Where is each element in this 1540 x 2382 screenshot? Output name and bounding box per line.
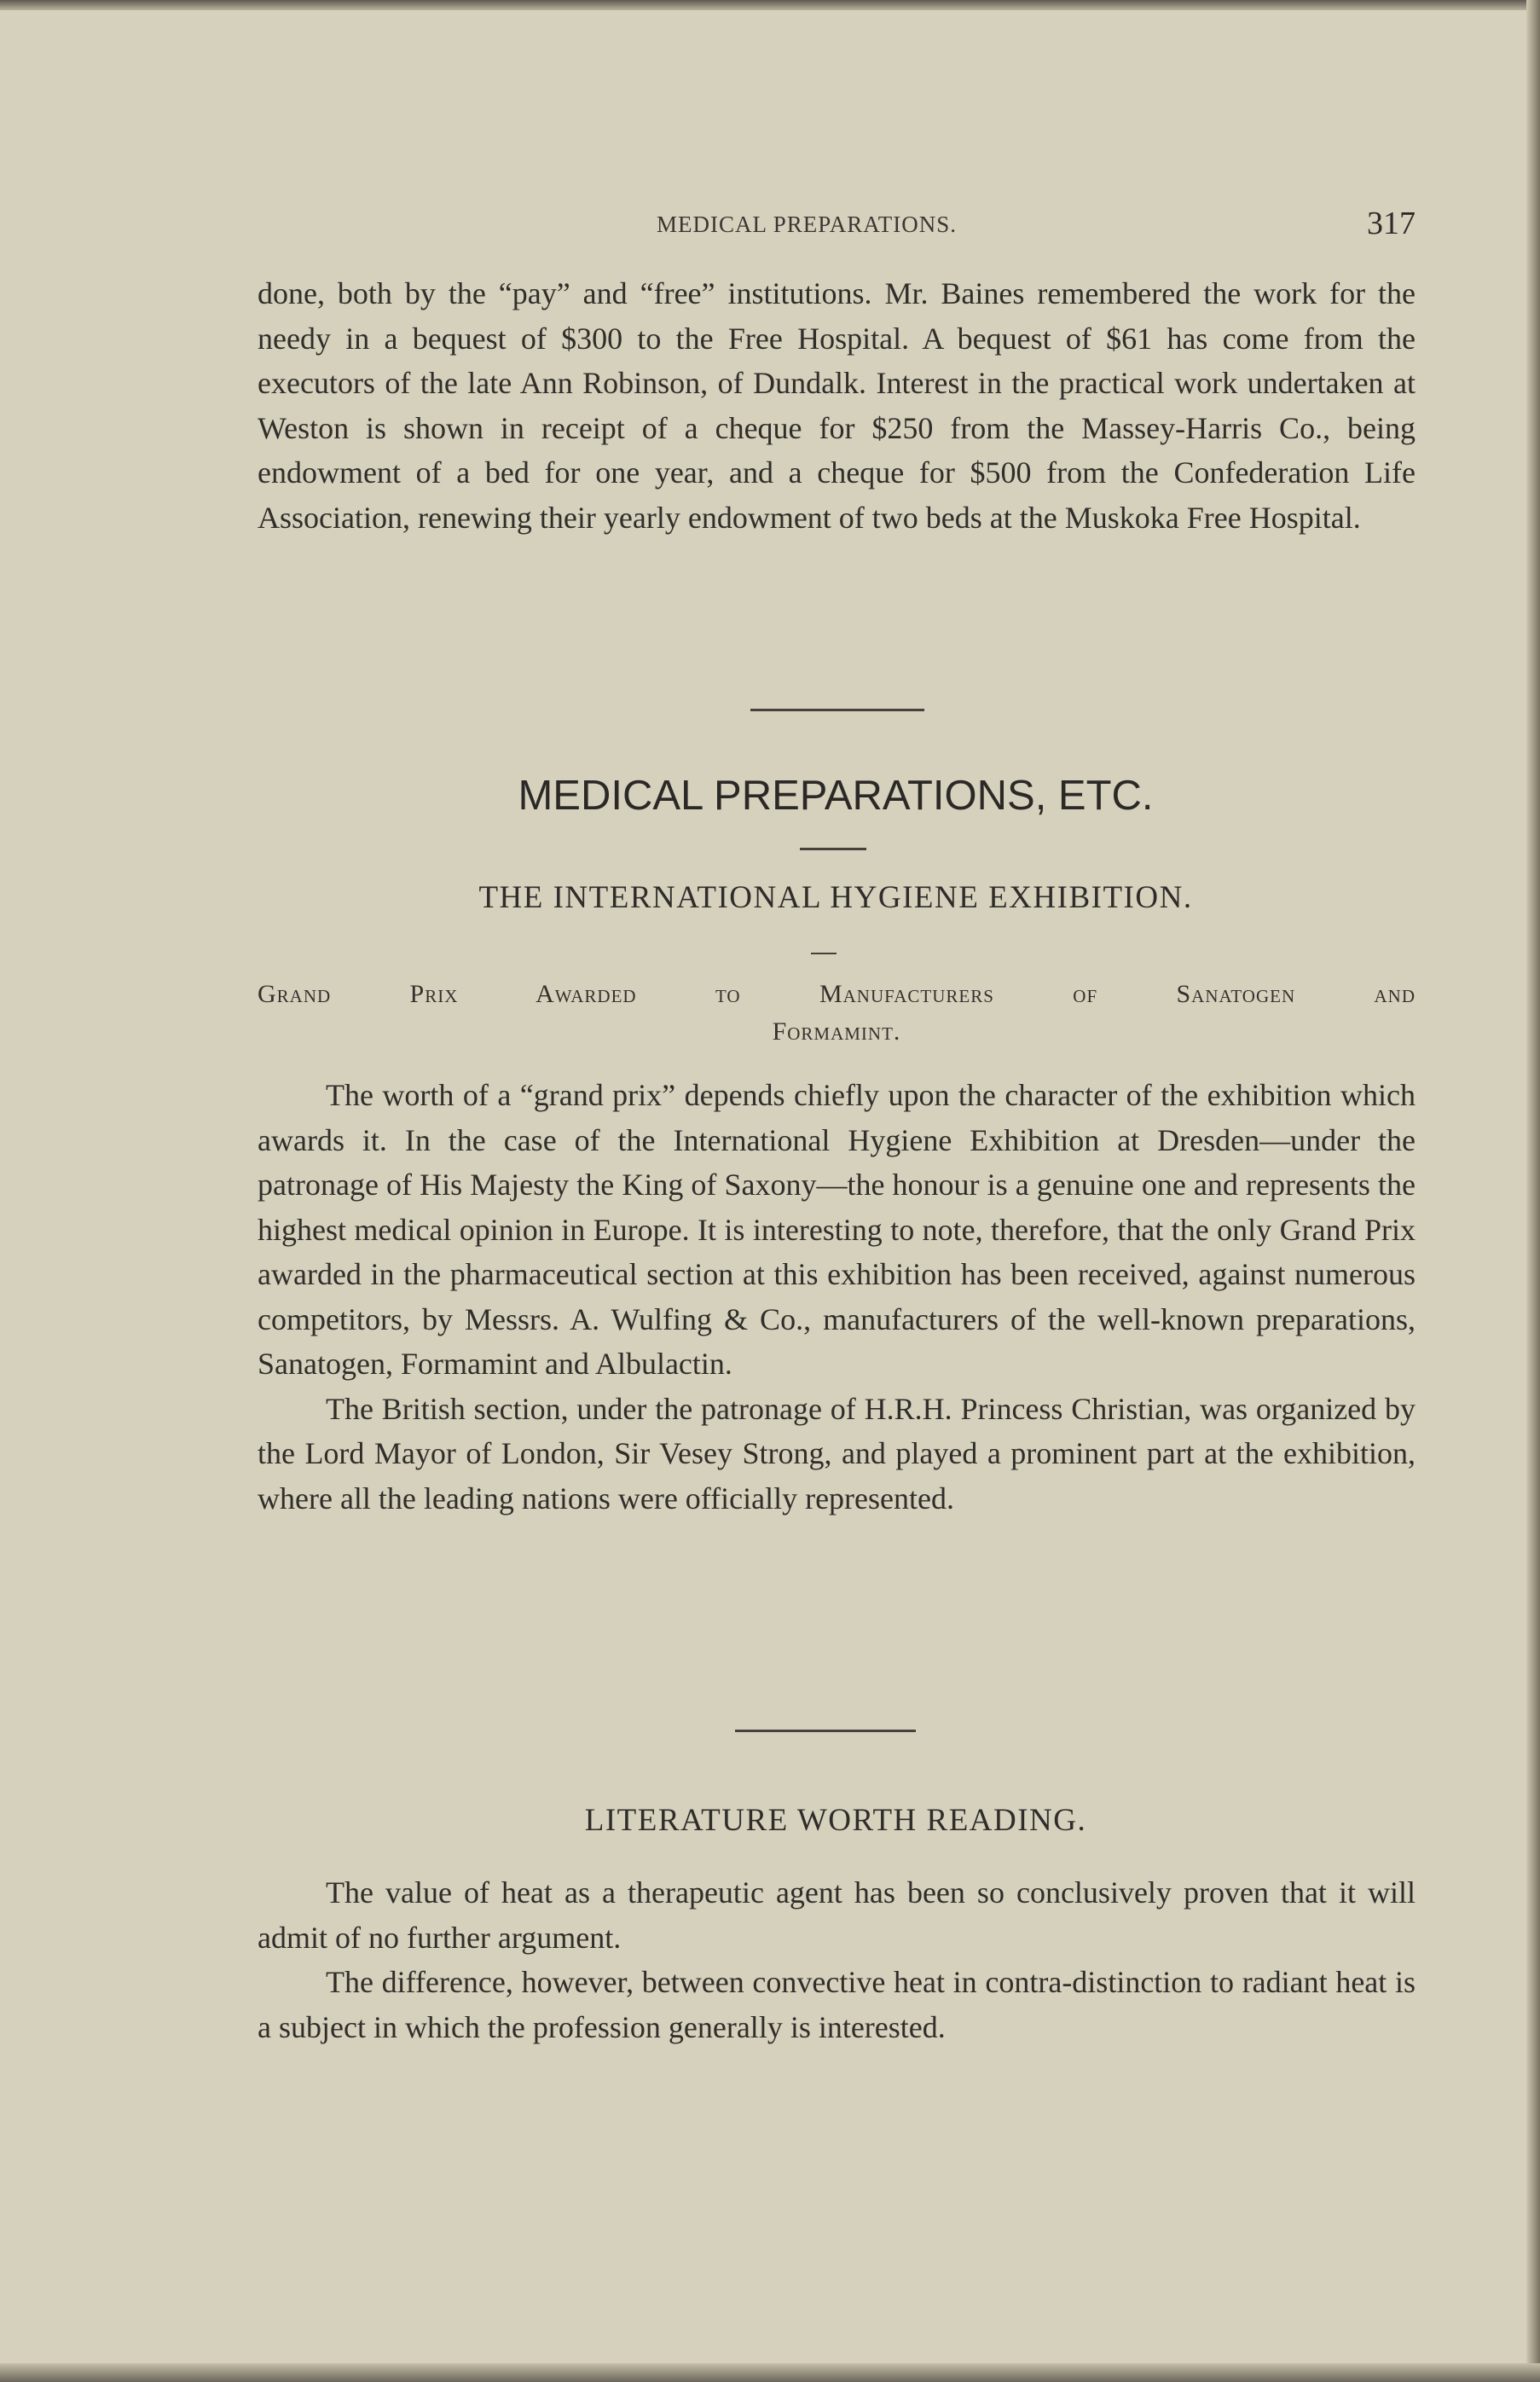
- heat-value-paragraph: The value of heat as a therapeutic agent has been so conclusively proven that it will admit of no further argument.: [258, 1875, 1416, 1955]
- subtitle-hygiene-exhibition: THE INTERNATIONAL HYGIENE EXHIBITION.: [478, 880, 1193, 915]
- british-section-paragraph: The British section, under the patronage of H.R.H. Princess Christian, was organized by the Lord Mayor of London, Sir Vesey Strong, and played a prominent part at the exhibition, where all the leading nations were officially represented.: [258, 1391, 1416, 1516]
- subhead-line-1: Grand Prix Awarded to Manufacturers of Sanatogen and: [258, 980, 1416, 1008]
- section-title-medical-preparations: MEDICAL PREPARATIONS, ETC.: [518, 773, 1154, 819]
- convective-heat-paragraph: The difference, however, between convective heat in contra-distinction to radiant heat is a subject in which the profession generally is interested.: [258, 1965, 1416, 2044]
- page-top-edge: [0, 0, 1540, 10]
- intro-paragraph: done, both by the “pay” and “free” institutions. Mr. Baines remembered the work for the needy in a bequest of $300 to the Free Hospital. A bequest of $61 has come from the executors of the late Ann Robinson, of Dundalk. Interest in the practical work undertaken at Weston is shown in receipt of a cheque for $250 from the Massey-Harris Co., being endowment of a bed for one year, and a cheque for $500 from the Confederation Life Association, renewing their yearly endowment of two beds at the Muskoka Free Hospital.: [258, 276, 1416, 535]
- subhead-line-2: Formamint.: [772, 1017, 901, 1046]
- running-header: [256, 205, 1416, 244]
- intro-paragraph-block: [258, 271, 1416, 540]
- page-bottom-edge: [0, 2363, 1540, 2382]
- section-title-literature: LITERATURE WORTH READING.: [584, 1803, 1087, 1838]
- subtitle-dash: [811, 953, 837, 954]
- section1-text: [258, 1073, 1416, 1521]
- section-divider-rule-2: [735, 1730, 916, 1732]
- grand-prix-paragraph: The worth of a “grand prix” depends chiefly upon the character of the exhibition which awards it. In the case of the International Hygiene Exhibition at Dresden—under the patronage of His Majesty the King of Saxony—the honour is a genuine one and represents the highest medical opinion in Europe. It is interesting to note, therefore, that the only Grand Prix awarded in the pharmaceutical section at this exhibition has been received, against numerous competitors, by Messrs. A. Wulfing & Co., manufacturers of the well-known preparations, Sanatogen, Formamint and Albulactin.: [258, 1078, 1416, 1381]
- running-title: MEDICAL PREPARATIONS.: [657, 212, 958, 237]
- section-divider-rule: [750, 709, 924, 711]
- section2-text: [258, 1870, 1416, 2049]
- page-right-edge: [1526, 0, 1540, 2382]
- page-number: 317: [1367, 206, 1416, 241]
- title-short-rule: [800, 848, 866, 850]
